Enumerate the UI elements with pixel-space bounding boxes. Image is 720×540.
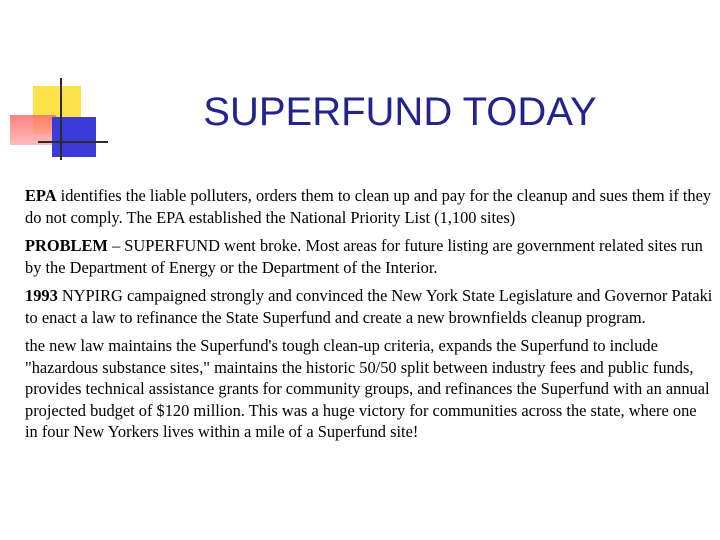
paragraph-lead: EPA <box>25 186 57 205</box>
logo-horizontal-line <box>38 141 108 143</box>
paragraph-text: – SUPERFUND went broke. Most areas for future listing are government related sites run by the Department of Energy or the Department of the Interior. <box>25 236 703 277</box>
logo-vertical-line <box>60 78 62 160</box>
decorative-squares-logo-icon <box>0 0 110 170</box>
paragraph-new-law <box>25 335 713 443</box>
paragraph-epa <box>25 185 713 228</box>
paragraph-text: the new law maintains the Superfund's tough clean-up criteria, expands the Superfund to include "hazardous substance sites," maintains the historic 50/50 split between industry fees and public funds, provides technical assistance grants for community groups, and refinances the Superfund with an annual projected budget of $120 million. This was a huge victory for communities across the state, where one in four New Yorkers lives within a mile of a Superfund site! <box>25 336 710 441</box>
paragraph-1993 <box>25 285 713 328</box>
slide-body <box>25 185 713 450</box>
logo-blue-square <box>52 117 96 157</box>
paragraph-text: identifies the liable polluters, orders them to clean up and pay for the cleanup and sues them if they do not comply. The EPA established the National Priority List (1,100 sites) <box>25 186 712 227</box>
slide-title: SUPERFUND TODAY <box>203 90 597 134</box>
paragraph-problem <box>25 235 713 278</box>
paragraph-lead: PROBLEM <box>25 236 108 255</box>
paragraph-lead: 1993 <box>25 286 58 305</box>
paragraph-text: NYPIRG campaigned strongly and convinced the New York State Legislature and Governor Pataki to enact a law to refinance the State Superfund and create a new brownfields cleanup program. <box>25 286 713 327</box>
